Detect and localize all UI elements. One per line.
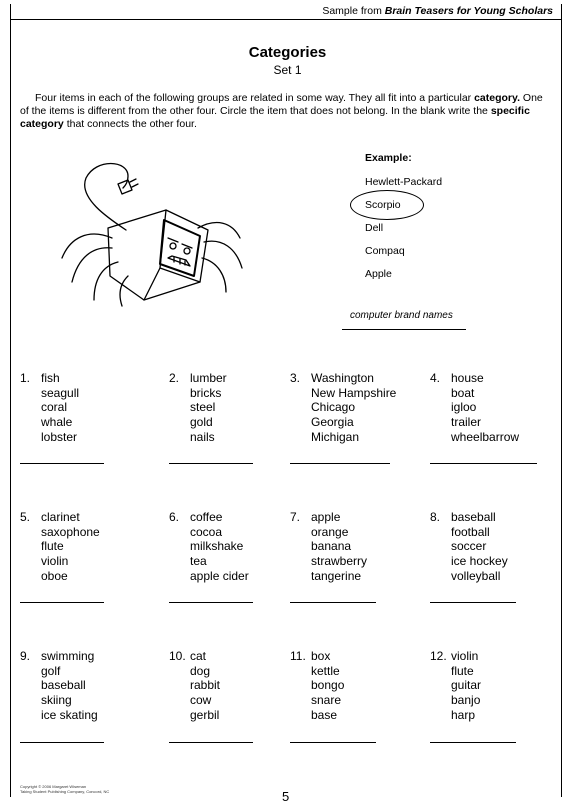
group-item[interactable]: whale [41,415,73,430]
group-item[interactable]: apple cider [190,568,249,583]
instructions [20,92,545,131]
group-item[interactable]: skiing [41,693,72,708]
example-answer: computer brand names [350,310,453,321]
group-item[interactable]: cocoa [190,524,223,539]
example-item: Scorpio [365,199,401,211]
group-item[interactable]: lobster [41,429,78,444]
group-item[interactable]: ice skating [41,707,98,722]
instructions-bold2: specific category [20,105,530,130]
example-item: Dell [365,222,384,234]
example-item: Hewlett-Packard [365,176,443,188]
group-item[interactable]: swimming [41,649,95,663]
answer-blank-9[interactable] [20,742,104,743]
page-subtitle: Set 1 [273,63,302,77]
group-item[interactable]: igloo [451,400,477,415]
group-item[interactable]: lumber [190,371,227,385]
group-number: 8. [430,510,441,524]
group-item[interactable]: base [311,707,338,722]
example-label: Example: [365,152,412,164]
header-rule [10,19,562,20]
group-item[interactable]: orange [311,524,349,539]
group-item[interactable]: oboe [41,568,68,583]
group-item[interactable]: cat [190,649,207,663]
group-item[interactable]: steel [190,400,216,415]
group-item[interactable]: ice hockey [451,554,508,569]
group-item[interactable]: Chicago [311,400,356,415]
group-number: 9. [20,649,31,663]
group-item[interactable]: apple [311,510,341,524]
example-item: Compaq [365,245,405,257]
group-item[interactable]: Michigan [311,429,360,444]
group-number: 1. [20,371,31,385]
group-item[interactable]: house [451,371,484,385]
group-number: 7. [290,510,301,524]
group-item[interactable]: flute [41,539,64,554]
group-item[interactable]: violin [41,554,69,569]
group-item[interactable]: bongo [311,678,345,693]
group-item[interactable]: Washington [311,371,374,385]
answer-blank-1[interactable] [20,463,104,464]
group-item[interactable]: banana [311,539,352,554]
example-item: Apple [365,268,392,280]
answer-blank-10[interactable] [169,742,253,743]
group-item[interactable]: football [451,524,490,539]
answer-blank-2[interactable] [169,463,253,464]
spider-computer-monitor-icon [48,158,248,308]
group-item[interactable]: fish [41,371,60,385]
group-item[interactable]: snare [311,693,342,708]
group-item[interactable]: nails [190,429,215,444]
group-item[interactable]: harp [451,707,476,722]
group-number: 3. [290,371,301,385]
example-circle-mark [350,190,424,220]
group-item[interactable]: wheelbarrow [451,429,520,444]
group-number: 5. [20,510,31,524]
group-item[interactable]: flute [451,663,474,678]
group-item[interactable]: milkshake [190,539,244,554]
group-item[interactable]: baseball [451,510,496,524]
copyright-notice [20,784,109,794]
copyright-line: Taking Student Publishing Company, Concord, NC [20,789,110,794]
group-number: 6. [169,510,180,524]
group-item[interactable]: coral [41,400,68,415]
group-item[interactable]: volleyball [451,568,501,583]
group-item[interactable]: kettle [311,663,340,678]
book-title: Brain Teasers for Young Scholars [384,5,553,17]
answer-blank-4[interactable] [430,463,537,464]
answer-blank-5[interactable] [20,602,104,603]
group-item[interactable]: boat [451,385,475,400]
group-number: 12. [430,649,447,663]
group-item[interactable]: bricks [190,385,222,400]
answer-blank-6[interactable] [169,602,253,603]
group-number: 4. [430,371,441,385]
group-item[interactable]: trailer [451,415,482,430]
group-item[interactable]: baseball [41,678,86,693]
group-item[interactable]: soccer [451,539,487,554]
instructions-part1: Four items in each of the following groups are related in some way. They all fit into a particular [35,92,475,104]
group-item[interactable]: Georgia [311,415,354,430]
group-item[interactable]: clarinet [41,510,80,524]
group-item[interactable]: dog [190,663,211,678]
copyright-line: Copyright © 2006 Margaret Wiseman [20,784,87,789]
group-item[interactable]: violin [451,649,479,663]
group-item[interactable]: guitar [451,678,482,693]
page-title: Categories [248,44,327,61]
group-item[interactable]: saxophone [41,524,100,539]
group-item[interactable]: rabbit [190,678,221,693]
answer-blank-11[interactable] [290,742,376,743]
group-item[interactable]: tea [190,554,207,569]
group-item[interactable]: seagull [41,385,80,400]
group-number: 11. [290,649,306,663]
group-item[interactable]: gold [190,415,213,430]
header-note [322,5,553,17]
group-item[interactable]: New Hampshire [311,385,397,400]
example-answer-line [342,329,466,330]
answer-blank-12[interactable] [430,742,516,743]
answer-blank-3[interactable] [290,463,390,464]
example-block [365,152,442,291]
group-number: 10. [169,649,186,663]
group-item[interactable]: strawberry [311,554,368,569]
group-item[interactable]: golf [41,663,61,678]
instructions-bold1: category. [474,92,520,104]
answer-blank-8[interactable] [430,602,516,603]
instructions-part3: that connects the other four. [63,118,197,130]
group-item[interactable]: gerbil [190,707,220,722]
group-item[interactable]: tangerine [311,568,362,583]
group-item[interactable]: box [311,649,331,663]
header-prefix: Sample from [322,5,385,17]
group-number: 2. [169,371,180,385]
instructions-part2: One of the items is different from the other four. Circle the item that does not belong. In the blank write the [20,92,543,117]
group-item[interactable]: coffee [190,510,223,524]
page-number: 5 [282,789,290,804]
answer-blank-7[interactable] [290,602,376,603]
group-item[interactable]: banjo [451,693,481,708]
group-item[interactable]: cow [190,693,212,708]
